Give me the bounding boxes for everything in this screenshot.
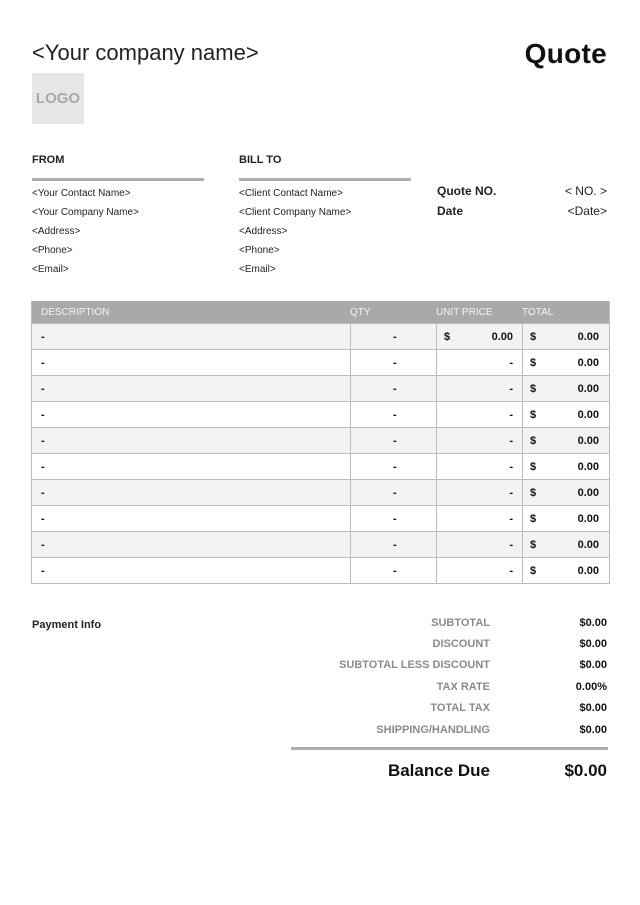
description-cell: - [41, 487, 45, 499]
total-cell: 0.00 [577, 539, 599, 551]
unit-price-cell: - [509, 487, 513, 499]
description-cell: - [41, 539, 45, 551]
client-phone: <Phone> [239, 245, 280, 256]
total-cell: 0.00 [577, 513, 599, 525]
description-cell: - [41, 461, 45, 473]
total-currency: $ [530, 331, 537, 343]
total-currency: $ [530, 409, 537, 421]
total-cell: 0.00 [577, 435, 599, 447]
qty-cell: - [393, 461, 397, 473]
qty-cell: - [393, 383, 397, 395]
qty-cell: - [393, 565, 397, 577]
total-currency: $ [530, 435, 537, 447]
date-value: <Date> [567, 204, 607, 218]
balance-due-label: Balance Due [387, 761, 490, 780]
bill-to-heading: BILL TO [239, 154, 282, 166]
quote-no-value: < NO. > [564, 184, 607, 198]
shipping-handling-label: SHIPPING/HANDLING [376, 724, 490, 736]
column-header-description: DESCRIPTION [41, 307, 110, 318]
items-table [31, 301, 610, 584]
from-phone: <Phone> [32, 245, 73, 256]
total-currency: $ [530, 539, 537, 551]
shipping-handling-value: $0.00 [579, 724, 607, 736]
unit-price-cell: - [509, 513, 513, 525]
total-currency: $ [530, 461, 537, 473]
column-divider [522, 323, 523, 583]
discount-value: $0.00 [579, 638, 607, 650]
unit-price-cell: - [509, 383, 513, 395]
column-header-qty: QTY [350, 307, 371, 318]
subtotal-label: SUBTOTAL [431, 617, 490, 629]
total-tax-label: TOTAL TAX [430, 702, 490, 714]
description-cell: - [41, 331, 45, 343]
document-title: Quote [524, 38, 607, 69]
from-company-name: <Your Company Name> [32, 207, 139, 218]
total-currency: $ [530, 513, 537, 525]
qty-cell: - [393, 513, 397, 525]
subtotal-less-discount-label: SUBTOTAL LESS DISCOUNT [339, 659, 490, 671]
unit-price-cell: - [509, 461, 513, 473]
from-address: <Address> [32, 226, 81, 237]
qty-cell: - [393, 331, 397, 343]
subtotal-value: $0.00 [579, 617, 607, 629]
column-header-total: TOTAL [522, 307, 554, 318]
total-currency: $ [530, 565, 537, 577]
logo-text: LOGO [35, 90, 81, 107]
total-currency: $ [530, 383, 537, 395]
unit-price-cell: - [509, 357, 513, 369]
description-cell: - [41, 565, 45, 577]
client-contact-name: <Client Contact Name> [239, 188, 343, 199]
total-tax-value: $0.00 [579, 702, 607, 714]
description-cell: - [41, 357, 45, 369]
client-email: <Email> [239, 264, 276, 275]
tax-rate-label: TAX RATE [436, 681, 490, 693]
total-cell: 0.00 [577, 565, 599, 577]
table-header [32, 301, 609, 323]
discount-label: DISCOUNT [432, 638, 490, 650]
total-cell: 0.00 [577, 383, 599, 395]
total-cell: 0.00 [577, 409, 599, 421]
qty-cell: - [393, 539, 397, 551]
payment-info-label: Payment Info [32, 619, 102, 631]
from-divider [32, 178, 204, 181]
total-currency: $ [530, 487, 537, 499]
description-cell: - [41, 435, 45, 447]
tax-rate-value: 0.00% [575, 681, 607, 693]
subtotal-less-discount-value: $0.00 [579, 659, 607, 671]
description-cell: - [41, 513, 45, 525]
from-contact-name: <Your Contact Name> [32, 188, 131, 199]
from-heading: FROM [32, 154, 65, 166]
quote-no-label: Quote NO. [437, 184, 497, 198]
qty-cell: - [393, 357, 397, 369]
balance-due-value: $0.00 [564, 761, 607, 780]
unit-price-cell: 0.00 [491, 331, 513, 343]
unit-price-cell: - [509, 435, 513, 447]
date-label: Date [437, 204, 464, 218]
qty-cell: - [393, 409, 397, 421]
qty-cell: - [393, 435, 397, 447]
client-company-name: <Client Company Name> [239, 207, 352, 218]
total-currency: $ [530, 357, 537, 369]
from-email: <Email> [32, 264, 69, 275]
total-cell: 0.00 [577, 357, 599, 369]
bill-to-divider [239, 178, 411, 181]
company-name: <Your company name> [32, 40, 259, 65]
unit-price-cell: - [509, 539, 513, 551]
description-cell: - [41, 409, 45, 421]
unit-price-currency: $ [444, 331, 451, 343]
unit-price-cell: - [509, 565, 513, 577]
description-cell: - [41, 383, 45, 395]
column-header-unit-price: UNIT PRICE [436, 307, 493, 318]
total-cell: 0.00 [577, 487, 599, 499]
column-divider [350, 323, 351, 583]
summary-divider [291, 747, 608, 750]
total-cell: 0.00 [577, 331, 599, 343]
unit-price-cell: - [509, 409, 513, 421]
total-cell: 0.00 [577, 461, 599, 473]
column-divider [436, 323, 437, 583]
client-address: <Address> [239, 226, 288, 237]
qty-cell: - [393, 487, 397, 499]
logo-placeholder [32, 73, 84, 124]
